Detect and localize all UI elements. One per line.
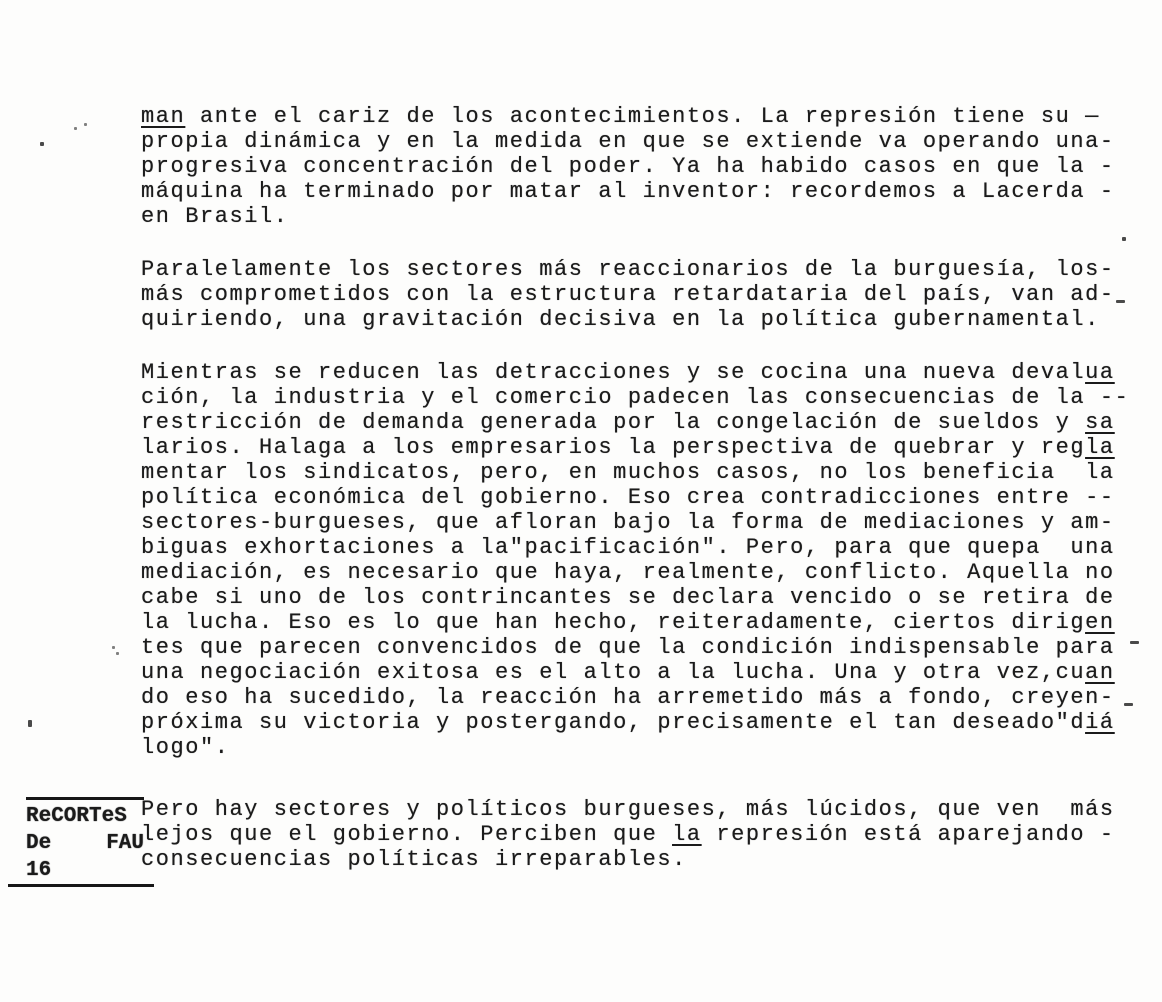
scan-speck (28, 720, 32, 727)
text-line: consecuencias políticas irreparables. (141, 847, 687, 872)
text-line: en Brasil. (141, 204, 289, 229)
text-line: quiriendo, una gravitación decisiva en la política gubernamental. (141, 307, 1100, 332)
text-line: ción, la industria y el comercio padecen las consecuencias de la -- (141, 385, 1130, 410)
scan-speck (1130, 641, 1139, 644)
text-line: la lucha. Eso es lo que han hecho, reiteradamente, ciertos dirigen (141, 610, 1115, 635)
margin-label-overline (26, 797, 144, 800)
text-line: mediación, es necesario que haya, realmente, conflicto. Aquella no (141, 560, 1115, 585)
text-line: más comprometidos con la estructura retardataria del país, van ad- (141, 282, 1115, 307)
text-line: lejos que el gobierno. Perciben que la represión está aparejando - (141, 822, 1115, 847)
margin-label-title: ReCORTeS (26, 805, 127, 828)
text-line: política económica del gobierno. Eso crea contradicciones entre -- (141, 485, 1115, 510)
margin-label-fau: FAU (106, 832, 144, 855)
margin-label-number: 16 (26, 859, 52, 882)
text-line: biguas exhortaciones a la"pacificación". Pero, para que quepa una (141, 535, 1115, 560)
scan-speck (112, 646, 115, 649)
scan-speck (40, 142, 44, 146)
text-line: próxima su victoria y postergando, precisamente el tan deseado"diá (141, 710, 1115, 735)
text-line: Pero hay sectores y políticos burgueses, más lúcidos, que ven más (141, 797, 1115, 822)
scan-speck (1122, 237, 1126, 241)
text-line: Paralelamente los sectores más reaccionarios de la burguesía, los- (141, 257, 1115, 282)
paragraph-4 (141, 797, 1153, 872)
text-line: logo". (141, 735, 230, 760)
text-line: máquina ha terminado por matar al inventor: recordemos a Lacerda - (141, 179, 1115, 204)
paragraph-1 (141, 104, 1153, 229)
text-line: cabe si uno de los contrincantes se declara vencido o se retira de (141, 585, 1115, 610)
text-line: do eso ha sucedido, la reacción ha arremetido más a fondo, creyen- (141, 685, 1115, 710)
text-line: larios. Halaga a los empresarios la perspectiva de quebrar y regla (141, 435, 1115, 460)
text-line: restricción de demanda generada por la congelación de sueldos y sa (141, 410, 1115, 435)
paragraph-3 (141, 360, 1153, 760)
margin-label-de: De (26, 832, 52, 855)
text-line: Mientras se reducen las detracciones y se cocina una nueva devalua (141, 360, 1115, 385)
text-line: tes que parecen convencidos de que la condición indispensable para (141, 635, 1115, 660)
scan-speck (1124, 703, 1133, 706)
margin-label-subtitle (26, 830, 144, 857)
text-line: una negociación exitosa es el alto a la lucha. Una y otra vez,cuan (141, 660, 1115, 685)
text-line: man ante el cariz de los acontecimientos. La represión tiene su — (141, 104, 1100, 129)
margin-label-underline (8, 884, 154, 887)
text-line: progresiva concentración del poder. Ya ha habido casos en que la - (141, 154, 1115, 179)
paragraph-2 (141, 257, 1153, 332)
text-line: sectores-burgueses, que afloran bajo la forma de mediaciones y am- (141, 510, 1115, 535)
text-line: propia dinámica y en la medida en que se extiende va operando una- (141, 129, 1115, 154)
scan-speck (74, 127, 77, 130)
scan-speck (84, 123, 87, 126)
margin-label (26, 797, 144, 884)
typewritten-text (141, 104, 1153, 900)
scan-speck (1116, 300, 1125, 303)
text-line: mentar los sindicatos, pero, en muchos casos, no los beneficia la (141, 460, 1115, 485)
scan-speck (116, 652, 119, 655)
